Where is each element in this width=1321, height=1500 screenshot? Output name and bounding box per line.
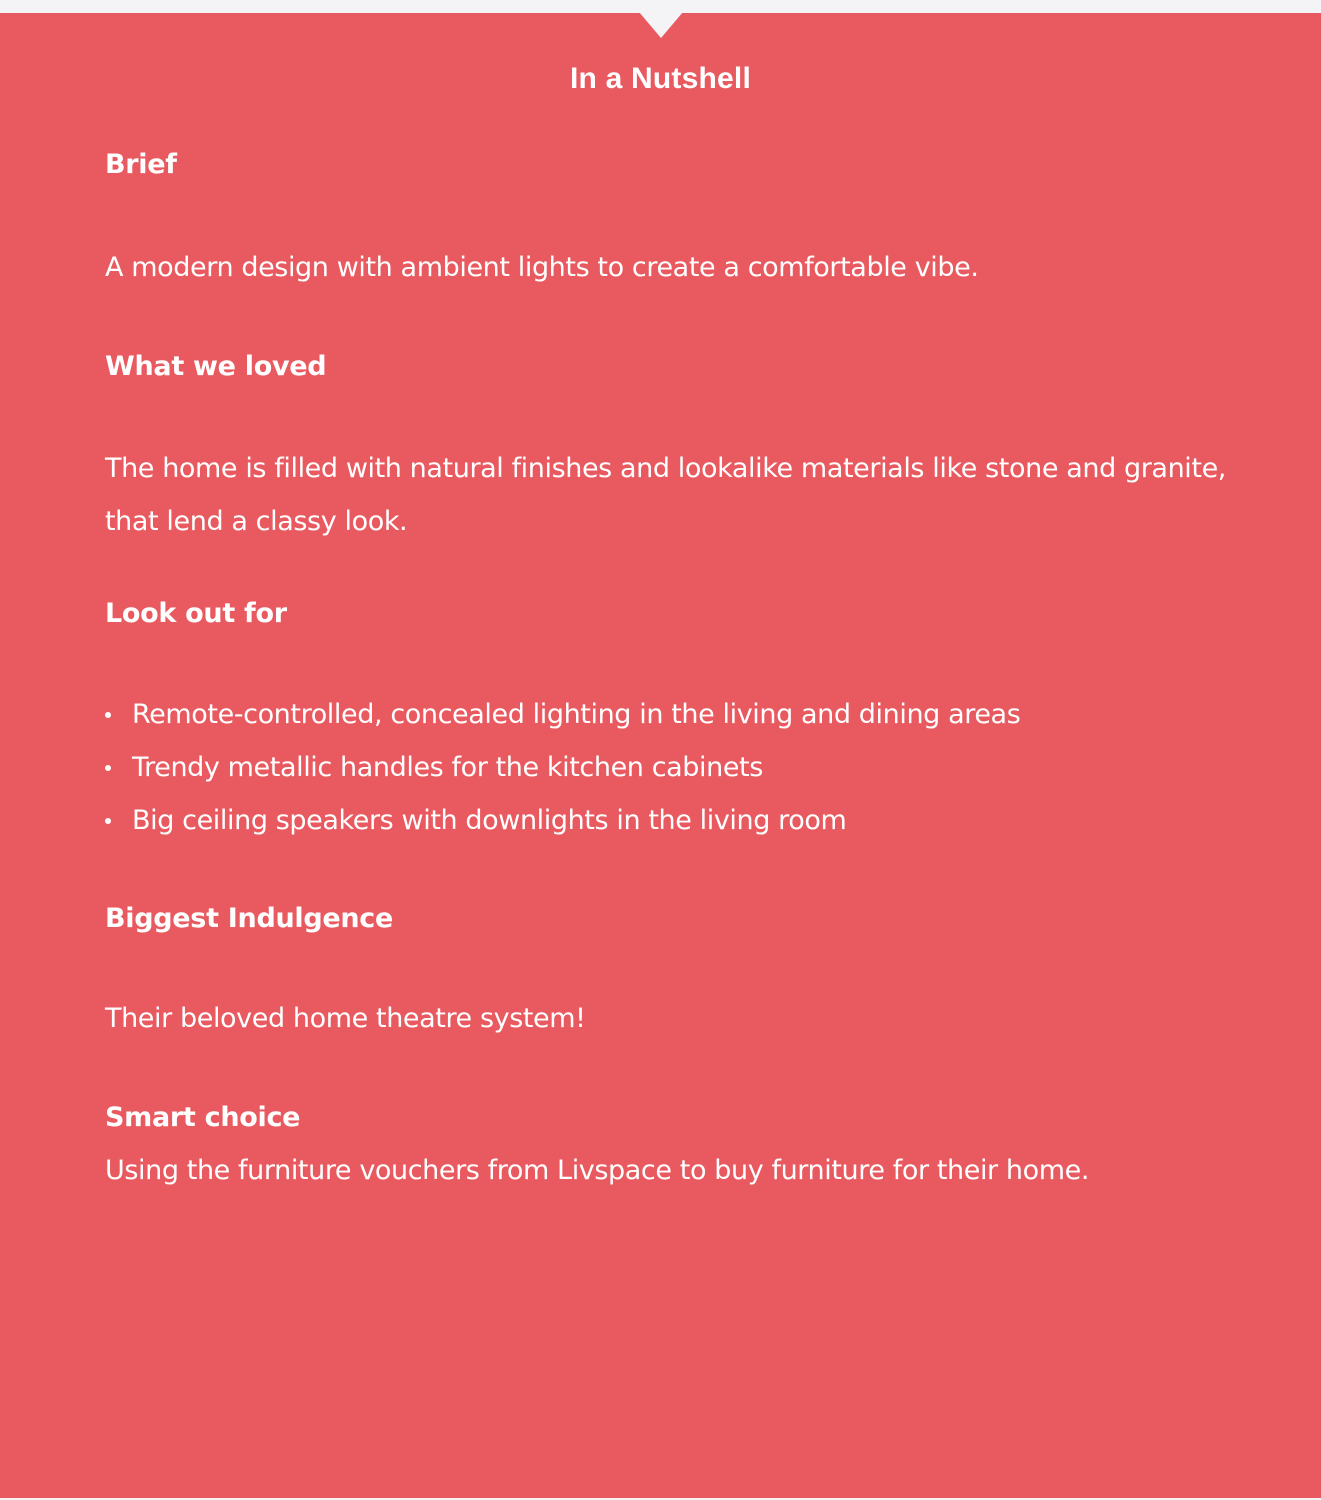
lookout-heading: Look out for xyxy=(105,598,287,629)
brief-text: A modern design with ambient lights to create a comfortable vibe. xyxy=(105,252,979,283)
brief-heading: Brief xyxy=(105,149,177,180)
list-item-text: Trendy metallic handles for the kitchen cabinets xyxy=(132,752,763,783)
lookout-list xyxy=(105,688,1020,847)
card-title: In a Nutshell xyxy=(570,62,751,95)
list-item-text: Remote-controlled, concealed lighting in the living and dining areas xyxy=(132,699,1021,730)
bullet-dot-icon xyxy=(105,818,111,824)
indulgence-text: Their beloved home theatre system! xyxy=(105,1003,586,1034)
list-item xyxy=(105,794,1020,847)
indulgence-heading: Biggest Indulgence xyxy=(105,903,394,934)
list-item xyxy=(105,741,1020,794)
loved-heading: What we loved xyxy=(105,351,327,382)
bullet-dot-icon xyxy=(105,712,111,718)
bullet-dot-icon xyxy=(105,765,111,771)
list-item-text: Big ceiling speakers with downlights in the living room xyxy=(132,805,847,836)
smart-heading: Smart choice xyxy=(105,1102,301,1133)
list-item xyxy=(105,688,1020,741)
nutshell-card xyxy=(0,13,1321,1498)
loved-text: The home is filled with natural finishes and lookalike materials like stone and granite, that lend a classy look. xyxy=(105,453,1226,537)
notch-arrow-icon xyxy=(639,12,683,38)
smart-text: Using the furniture vouchers from Livspace to buy furniture for their home. xyxy=(105,1155,1090,1186)
